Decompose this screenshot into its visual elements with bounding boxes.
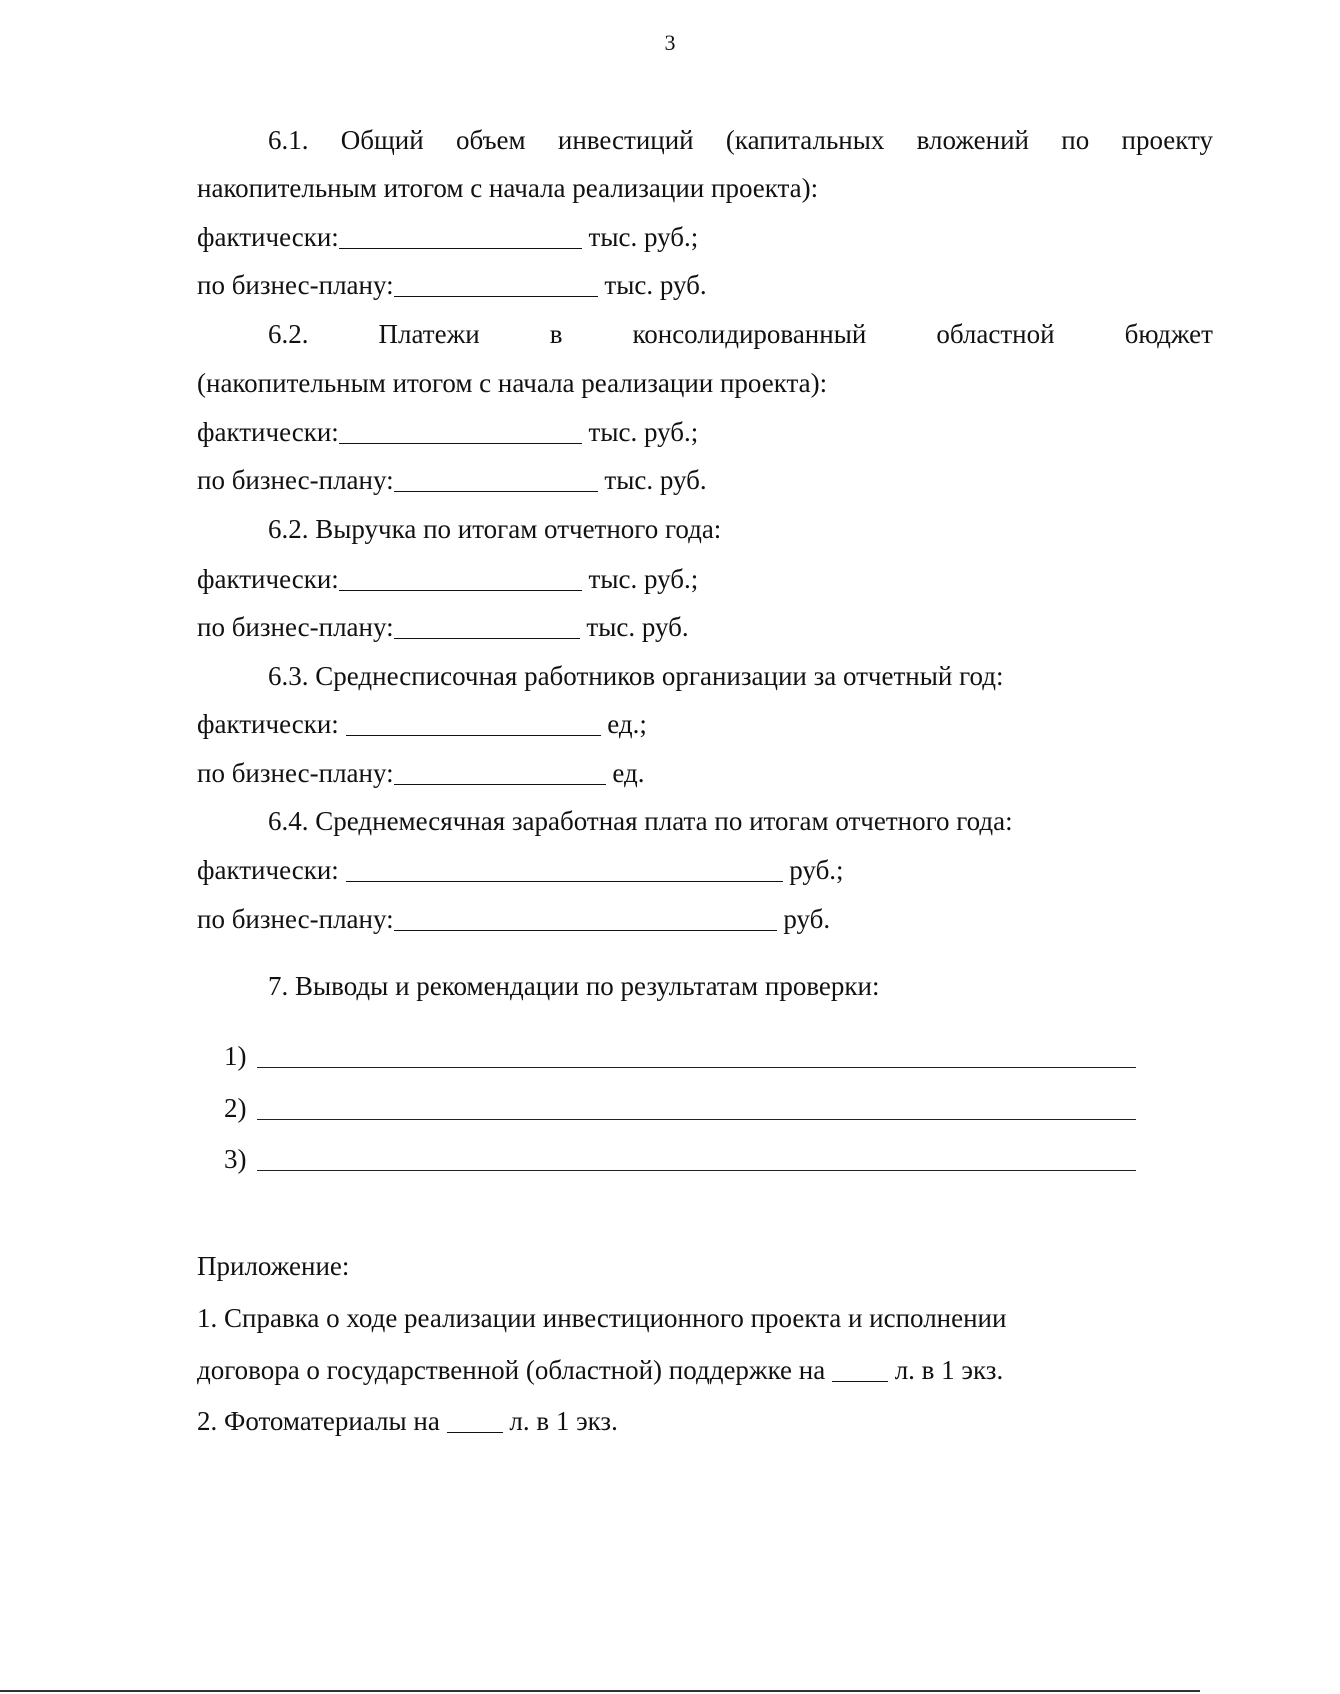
blank-line[interactable] xyxy=(394,638,580,639)
field-6-3-plan: по бизнес-плану: ед. xyxy=(197,758,645,788)
blank-line[interactable] xyxy=(447,1432,503,1433)
recommendation-2-number: 2) xyxy=(224,1093,247,1123)
section-6-3-heading: 6.3. Среднесписочная работников организации за отчетный год: xyxy=(268,661,1004,691)
blank-line[interactable] xyxy=(339,590,582,591)
appendix-item-2: 2. Фотоматериалы на л. в 1 экз. xyxy=(197,1406,618,1436)
blank-line[interactable] xyxy=(339,248,582,249)
appendix-item-1: 1. Справка о ходе реализации инвестиционного проекта и исполнении xyxy=(197,1303,1007,1333)
section-6-2-heading-cont: (накопительным итогом с начала реализации проекта): xyxy=(197,368,828,398)
blank-line[interactable] xyxy=(339,443,582,444)
appendix-item-1-cont: договора о государственной (областной) поддержке на л. в 1 экз. xyxy=(197,1355,1004,1385)
field-6-3-fact: фактически: ед.; xyxy=(197,709,647,739)
recommendation-1-line[interactable] xyxy=(257,1043,1136,1068)
field-6-2b-plan: по бизнес-плану: тыс. руб. xyxy=(197,612,689,642)
blank-line[interactable] xyxy=(394,491,598,492)
section-6-1-heading-cont: накопительным итогом с начала реализации проекта): xyxy=(197,173,819,203)
section-7-heading: 7. Выводы и рекомендации по результатам проверки: xyxy=(268,971,880,1001)
field-6-2-fact: фактически: тыс. руб.; xyxy=(197,417,699,447)
section-6-1-heading: 6.1. Общий объем инвестиций (капитальных вложений по проекту xyxy=(268,125,1213,155)
section-6-2-heading: 6.2. Платежи в консолидированный областной бюджет xyxy=(268,319,1213,349)
page-number: 3 xyxy=(664,30,676,55)
appendix-title: Приложение: xyxy=(197,1251,350,1281)
footer-rule xyxy=(0,1690,1200,1692)
blank-line[interactable] xyxy=(394,784,606,785)
recommendation-3-line[interactable] xyxy=(257,1146,1136,1171)
field-6-2b-fact: фактически: тыс. руб.; xyxy=(197,564,699,594)
blank-line[interactable] xyxy=(832,1381,888,1382)
recommendation-2-line[interactable] xyxy=(257,1095,1136,1120)
blank-line[interactable] xyxy=(394,930,777,931)
section-6-4-heading: 6.4. Среднемесячная заработная плата по итогам отчетного года: xyxy=(268,806,1013,836)
field-6-4-fact: фактически: руб.; xyxy=(197,855,844,885)
field-6-4-plan: по бизнес-плану: руб. xyxy=(197,904,831,934)
recommendation-3-number: 3) xyxy=(224,1144,247,1174)
blank-line[interactable] xyxy=(394,296,598,297)
field-6-1-plan: по бизнес-плану: тыс. руб. xyxy=(197,270,707,300)
recommendation-1-number: 1) xyxy=(224,1041,247,1071)
blank-line[interactable] xyxy=(346,735,601,736)
blank-line[interactable] xyxy=(346,881,783,882)
field-6-1-fact: фактически: тыс. руб.; xyxy=(197,222,699,252)
section-6-2b-heading: 6.2. Выручка по итогам отчетного года: xyxy=(268,514,722,544)
field-6-2-plan: по бизнес-плану: тыс. руб. xyxy=(197,465,707,495)
